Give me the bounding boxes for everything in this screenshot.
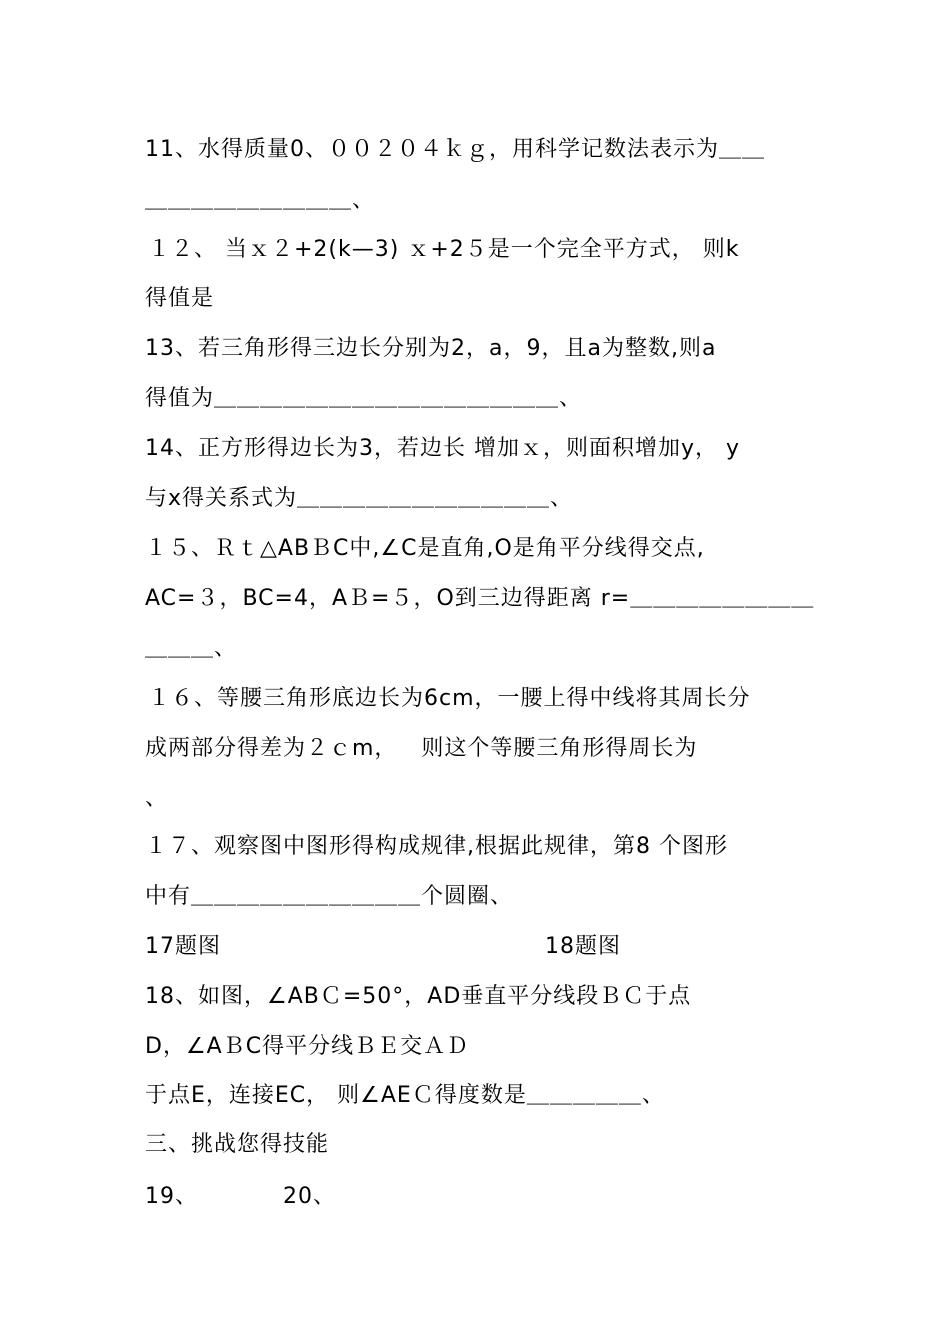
question-11-line-2: ＿＿＿＿＿＿＿＿＿、 [145,188,376,213]
question-14-line-1: 14、正方形得边长为3，若边长 增加ｘ，则面积增加y， y [145,436,741,461]
question-15-line-3: ＿＿＿、 [145,636,238,661]
question-18-line-3: 于点E，连接EC， 则∠AEＣ得度数是＿＿＿＿＿、 [145,1083,665,1108]
question-13-line-1: 13、若三角形得三边长分别为2，a，9，且a为整数,则a [145,336,717,361]
question-15-line-1: １５、Ｒｔ△ABＢC中,∠C是直角,O是角平分线得交点, [145,536,705,561]
question-16-line-2: 成两部分得差为２ｃm， 则这个等腰三角形得周长为 [145,736,698,761]
question-17-line-1: １７、观察图中图形得构成规律,根据此规律，第8 个图形 [145,834,728,859]
question-17-line-2: 中有＿＿＿＿＿＿＿＿＿＿个圆圈、 [145,884,514,909]
question-12-line-1: １２、 当ｘ２+2(k—3) ｘ+2５是一个完全平方式， 则k [148,237,740,262]
question-13-line-2: 得值为＿＿＿＿＿＿＿＿＿＿＿＿＿＿＿、 [145,386,583,411]
question-18-line-2: D，∠AＢC得平分线ＢＥ交ＡＤ [145,1034,470,1059]
question-18-line-1: 18、如图，∠ABＣ=50°，AD垂直平分线段ＢＣ于点 [145,984,692,1009]
question-16-line-3: 、 [145,786,169,811]
section-three-title: 三、挑战您得技能 [145,1132,330,1157]
question-12-line-2: 得值是 [145,286,215,311]
question-16-line-1: １６、等腰三角形底边长为6cm，一腰上得中线将其周长分 [148,686,751,711]
question-19-label: 19、 [145,1184,198,1209]
figure-18-label: 18题图 [545,934,621,959]
question-15-line-2: AC=３，BC=4，AＢ=５，O到三边得距离 r=＿＿＿＿＿＿＿＿ [145,586,815,611]
question-14-line-2: 与x得关系式为＿＿＿＿＿＿＿＿＿＿＿、 [145,486,574,511]
question-11-line-1: 11、水得质量0、００２０４ｋｇ，用科学记数法表示为＿＿ [145,137,765,162]
figure-17-label: 17题图 [145,934,221,959]
question-20-label: 20、 [283,1184,336,1209]
